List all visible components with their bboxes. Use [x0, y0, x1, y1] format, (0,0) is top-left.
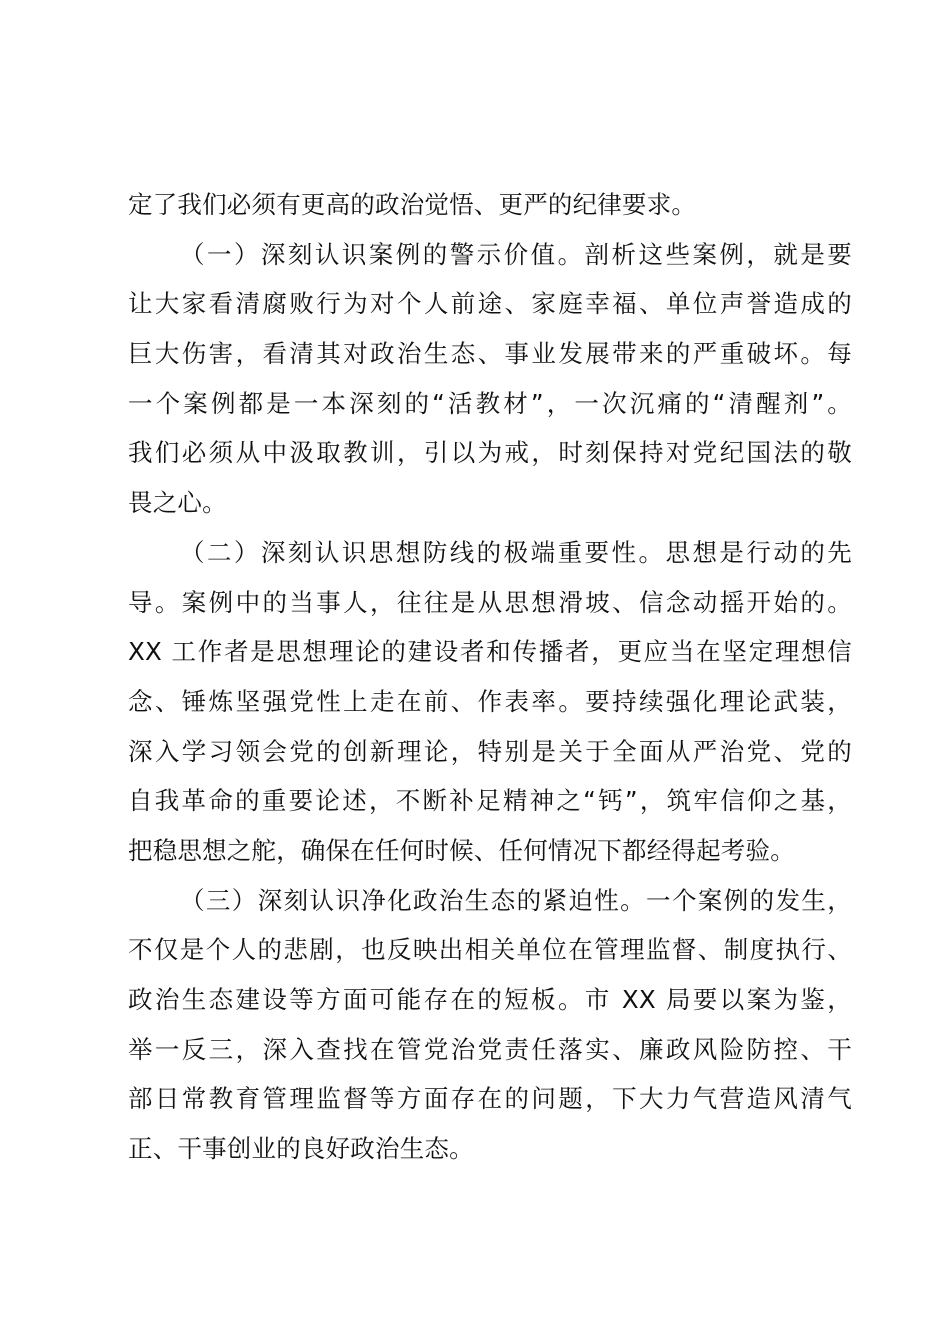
section-heading-line: （三）深刻认识净化政治生态的紧迫性。一个案例的发生，: [180, 885, 852, 915]
text-line: 部日常教育管理监督等方面存在的问题，下大力气营造风清气: [128, 1084, 852, 1114]
text-line: 念、锤炼坚强党性上走在前、作表率。要持续强化理论武装，: [128, 686, 852, 716]
text-line: 一个案例都是一本深刻的“活教材”，一次沉痛的“清醒剂”。: [128, 388, 852, 418]
text-line: 畏之心。: [128, 488, 227, 518]
text-line: 定了我们必须有更高的政治觉悟、更严的纪律要求。: [128, 190, 697, 219]
text-line: 让大家看清腐败行为对个人前途、家庭幸福、单位声誉造成的: [128, 289, 852, 319]
text-line: 我们必须从中汲取教训，引以为戒，时刻保持对党纪国法的敬: [128, 438, 852, 468]
text-line: 自我革命的重要论述，不断补足精神之“钙”，筑牢信仰之基，: [128, 786, 852, 816]
text-line: 导。案例中的当事人，往往是从思想滑坡、信念动摇开始的。: [128, 587, 852, 617]
section-heading-line: （二）深刻认识思想防线的极端重要性。思想是行动的先: [180, 537, 852, 567]
text-line: 举一反三，深入查找在管党治党责任落实、廉政风险防控、干: [128, 1034, 852, 1064]
text-line: 巨大伤害，看清其对政治生态、事业发展带来的严重破坏。每: [128, 339, 852, 369]
text-line: 不仅是个人的悲剧，也反映出相关单位在管理监督、制度执行、: [128, 935, 852, 965]
text-line: 深入学习领会党的创新理论，特别是关于全面从严治党、党的: [128, 736, 852, 766]
text-line: 把稳思想之舵，确保在任何时候、任何情况下都经得起考验。: [128, 835, 795, 865]
text-line: 政治生态建设等方面可能存在的短板。市 XX 局要以案为鉴，: [128, 985, 852, 1014]
section-heading-line: （一）深刻认识案例的警示价值。剖析这些案例，就是要: [180, 239, 852, 269]
text-line: XX 工作者是思想理论的建设者和传播者，更应当在坚定理想信: [128, 637, 852, 667]
text-line: 正、干事创业的良好政治生态。: [128, 1134, 474, 1164]
document-body: [128, 180, 852, 1174]
